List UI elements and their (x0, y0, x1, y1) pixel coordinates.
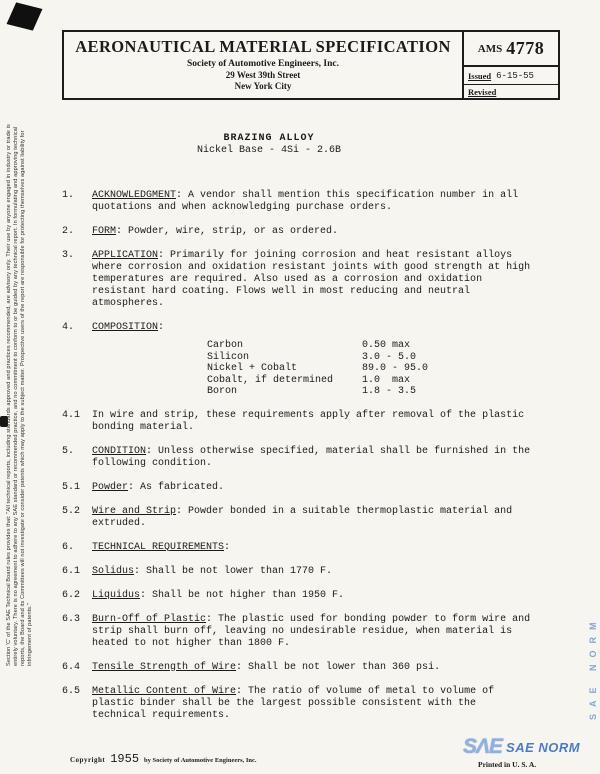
issued-row (464, 67, 558, 85)
copyright-by: by Society of Automotive Engineers, Inc. (144, 757, 257, 764)
section-body-text: In wire and strip, these requirements apply after removal of the plastic bonding material. (92, 409, 525, 433)
section-body-text: : The ratio of volume of metal to volume of plastic binder shall be the largest possible consistent with the technical requirements. (92, 685, 495, 721)
section-label: Powder (92, 481, 129, 493)
section-body-text: : As fabricated. (128, 481, 225, 493)
copyright-line (70, 752, 257, 766)
section-4-1 (62, 410, 536, 434)
section-6-2 (62, 590, 536, 602)
section-number: 5. (62, 445, 75, 457)
section-6-4 (62, 662, 536, 674)
sae-norm-wordmark: SAE NORM (506, 739, 581, 755)
section-label: Solidus (92, 565, 135, 577)
section-number: 3. (62, 250, 75, 261)
section-6-1 (62, 566, 536, 578)
org-address-street: 29 West 39th Street (225, 70, 301, 80)
section-text (92, 614, 536, 650)
section-label: Wire and Strip (92, 505, 177, 517)
revised-label: Revised (468, 86, 497, 97)
composition-row (207, 375, 536, 387)
element-value: 1.8 - 3.5 (362, 386, 417, 397)
section-body-text: : A vendor shall mention this specification number in all quotations and when acknowledging purchase orders. (92, 190, 519, 213)
section-number: 6.1 (62, 565, 81, 577)
document-body (62, 190, 536, 734)
section-text (92, 506, 536, 530)
element-value: 89.0 - 95.0 (362, 363, 429, 374)
section-label: Tensile Strength of Wire (92, 661, 237, 673)
element-name: Boron (207, 386, 238, 397)
issued-date: 6-15-55 (496, 70, 534, 81)
section-number: 1. (62, 190, 75, 201)
section-text (92, 686, 536, 722)
section-body-text: : Shall be not higher than 1950 F. (140, 589, 345, 601)
section-text (92, 410, 536, 434)
element-name: Cobalt, if determined (207, 374, 334, 386)
spec-number-row (464, 32, 558, 67)
document-title-line2: Nickel Base - 4Si - 2.6B (196, 145, 342, 156)
section-text (92, 446, 536, 470)
section-number: 6.5 (62, 685, 81, 697)
section-6 (62, 542, 536, 554)
section-6-3 (62, 614, 536, 650)
section-label: COMPOSITION (92, 322, 159, 333)
section-body-text: : (158, 322, 165, 333)
section-5-1 (62, 482, 536, 494)
section-4 (62, 322, 536, 334)
section-number: 4. (62, 322, 75, 333)
section-body-text: : Powder, wire, strip, or as ordered. (116, 226, 339, 237)
sae-norm-logo (463, 735, 580, 759)
section-label: Burn-Off of Plastic (92, 613, 207, 625)
element-value: 0.50 max (362, 340, 411, 351)
section-6-5 (62, 686, 536, 722)
sae-logo-glyph: SΛE (463, 735, 503, 758)
section-number: 4.1 (62, 409, 81, 421)
section-text (92, 226, 536, 238)
revised-row (464, 85, 558, 98)
section-number: 6. (62, 541, 75, 553)
section-number: 6.2 (62, 589, 81, 601)
scan-artifact-mark (7, 2, 43, 30)
section-body-text: : Powder bonded in a suitable thermoplastic material and extruded. (92, 505, 513, 529)
composition-row (207, 363, 536, 375)
org-name: Society of Automotive Engineers, Inc. (187, 59, 339, 69)
element-value: 3.0 - 5.0 (362, 351, 417, 363)
copyright-year: 1955 (110, 752, 140, 766)
section-text (92, 662, 536, 674)
org-address-city: New York City (234, 81, 292, 91)
composition-row (207, 352, 536, 364)
element-name: Carbon (207, 340, 244, 351)
section-label: TECHNICAL REQUIREMENTS (92, 541, 225, 553)
document-title-line1: BRAZING ALLOY (223, 133, 315, 144)
section-label: Metallic Content of Wire (92, 685, 237, 697)
section-text (92, 590, 536, 602)
issued-label: Issued (468, 70, 492, 81)
section-number: 5.1 (62, 481, 81, 493)
section-body-text: : Shall be not lower than 1770 F. (134, 565, 333, 577)
spec-number-block (462, 32, 558, 98)
spec-number: 4778 (506, 38, 545, 58)
section-text (92, 482, 536, 494)
section-5 (62, 446, 536, 470)
section-3 (62, 250, 536, 310)
section-text (92, 250, 536, 310)
section-label: FORM (92, 226, 117, 237)
header-title-block (64, 32, 462, 98)
vertical-watermark: SAE NORM (588, 615, 598, 720)
section-number: 6.3 (62, 613, 81, 625)
element-value: 1.0 max (362, 374, 411, 386)
spec-title: AERONAUTICAL MATERIAL SPECIFICATION (75, 37, 451, 56)
section-number: 5.2 (62, 505, 81, 517)
left-margin-disclaimer: Section 'C' of the SAE Technical Board rules provides that: "All technical reports, including standards approved and practices recommended, are advisory only. Their use by anyone engaged in industry or trade is entirely voluntary. There is no agreement to adhere to any SAE standard or recommended practice, and no commitment to conform to or be guided by any technical report. In formulating and approving technical reports, the Board and its Committees will not investigate or consider patents which may apply to the subject matter. Prospective users of the report are responsible for protecting themselves against liability for infringement of patents." (6, 124, 33, 666)
section-2 (62, 226, 536, 238)
composition-row (207, 386, 536, 398)
copyright-label: Copyright (70, 756, 106, 764)
header-box (62, 30, 560, 100)
section-body-text: : (224, 541, 231, 553)
section-body-text: : The plastic used for bonding powder to form wire and strip shall burn off, leaving no undesirable residue, when material is heated to not higher than 1800 F. (92, 613, 531, 649)
element-name: Nickel + Cobalt (207, 363, 298, 374)
section-body-text: : Primarily for joining corrosion and heat resistant alloys where corrosion and oxidation resistant joints with good strength at high temperatures are required. Also used as a corrosion and oxidation resistant hard coating. Flows well in most reducing and neutral atmospheres. (92, 250, 531, 309)
printed-in-usa: Printed in U. S. A. (478, 760, 537, 769)
section-number: 2. (62, 226, 75, 237)
element-name: Silicon (207, 351, 250, 363)
section-body-text: : Shall be not lower than 360 psi. (236, 661, 441, 673)
section-label: CONDITION (92, 445, 147, 457)
composition-row (207, 340, 536, 352)
document-title (62, 133, 476, 157)
composition-table (207, 340, 536, 398)
spec-prefix: AMS (477, 42, 503, 55)
section-5-2 (62, 506, 536, 530)
section-text (92, 190, 536, 214)
section-number: 6.4 (62, 661, 81, 673)
section-label: APPLICATION (92, 250, 159, 261)
section-1 (62, 190, 536, 214)
section-text (92, 566, 536, 578)
section-text (92, 322, 536, 334)
section-label: ACKNOWLEDGMENT (92, 190, 177, 201)
section-body-text: : Unless otherwise specified, material shall be furnished in the following condition. (92, 445, 531, 469)
section-text (92, 542, 536, 554)
section-label: Liquidus (92, 589, 141, 601)
